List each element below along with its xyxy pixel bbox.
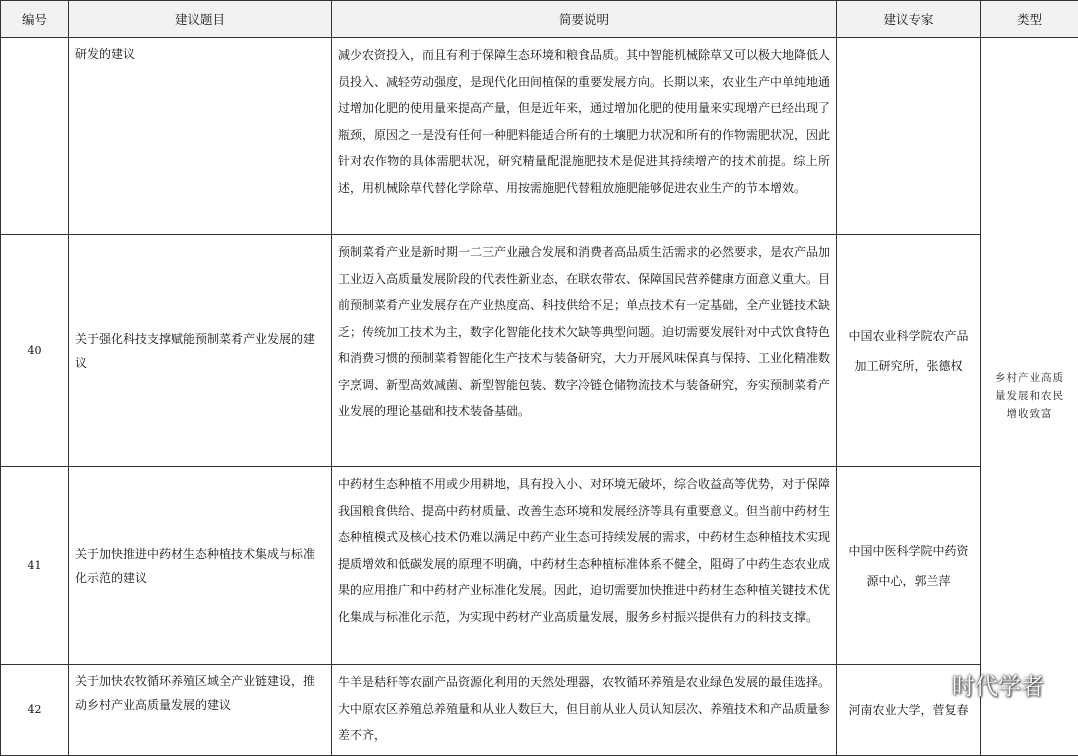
table-header-row <box>1 1 1078 38</box>
row-desc: 牛羊是秸秆等农副产品资源化利用的天然处理器，农牧循环养殖是农业绿色发展的最佳选择。大中原农区养殖总养殖量和从业人数巨大，但目前从业人员认知层次、养殖技术和产品质量参差不齐， <box>332 665 837 756</box>
header-expert: 建议专家 <box>837 1 981 38</box>
row-desc: 中药材生态种植不用或少用耕地，具有投入小、对环境无破坏，综合收益高等优势，对于保障我国粮食供给、提高中药材质量、改善生态环境和发展经济等具有重要意义。但当前中药材生态种植模式及核心技术仍难以满足中药产业生态可持续发展的需求，中药材生态种植技术实现提质增效和低碳发展的原理不明确，中药材生态种植标准体系不健全，阻碍了中药生态农业成果的应用推广和中药材产业标准化发展。因此，迫切需要加快推进中药材生态种植关键技术优化集成与标准化示范，为实现中药材产业高质量发展，服务乡村振兴提供有力的科技支撑。 <box>332 467 837 665</box>
row-id: 42 <box>1 665 69 756</box>
watermark <box>910 668 1044 701</box>
row-id: 41 <box>1 467 69 665</box>
row-desc: 预制菜肴产业是新时期一二三产业融合发展和消费者高品质生活需求的必然要求，是农产品加工业迈入高质量发展阶段的代表性新业态，在联农带农、保障国民营养健康方面意义重大。目前预制菜肴产业发展存在产业热度高、科技供给不足；单点技术有一定基础，全产业链技术缺乏；传统加工技术为主，数字化智能化技术欠缺等典型问题。迫切需要发展针对中式饮食特色和消费习惯的预制菜肴智能化生产技术与装备研究，大力开展风味保真与保持、工业化精准数字烹调、新型高效减菌、新型智能包装、数字冷链仓储物流技术与装备研究，夯实预制菜肴产业发展的理论基础和技术装备基础。 <box>332 235 837 467</box>
row-expert: 中国农业科学院农产品加工研究所，张德权 <box>837 235 981 467</box>
table-row <box>1 467 1078 665</box>
row-title: 关于强化科技支撑赋能预制菜肴产业发展的建议 <box>69 235 332 467</box>
watermark-text: 时代学者 <box>952 668 1044 701</box>
table-row <box>1 235 1078 467</box>
row-id <box>1 38 69 235</box>
table-row <box>1 38 1078 235</box>
type-cell: 乡村产业高质量发展和农民增收致富 <box>981 38 1078 756</box>
wechat-icon <box>910 671 946 699</box>
header-title: 建议题目 <box>69 1 332 38</box>
row-title: 关于加快推进中药材生态种植技术集成与标准化示范的建议 <box>69 467 332 665</box>
row-title: 研发的建议 <box>69 38 332 235</box>
row-expert <box>837 38 981 235</box>
row-desc: 减少农资投入，而且有利于保障生态环境和粮食品质。其中智能机械除草又可以极大地降低人员投入、减轻劳动强度，是现代化田间植保的重要发展方向。长期以来，农业生产中单纯地通过增加化肥的使用量来提高产量，但是近年来，通过增加化肥的使用量来实现增产已经出现了瓶颈，原因之一是没有任何一种肥料能适合所有的土壤肥力状况和所有的作物需肥状况，因此针对农作物的具体需肥状况，研究精量配混施肥技术是促进其持续增产的技术前提。综上所述，用机械除草代替化学除草、用按需施肥代替粗放施肥能够促进农业生产的节本增效。 <box>332 38 837 235</box>
row-title: 关于加快农牧循环养殖区域全产业链建设，推动乡村产业高质量发展的建议 <box>69 665 332 756</box>
header-type: 类型 <box>981 1 1078 38</box>
header-desc: 简要说明 <box>332 1 837 38</box>
header-id: 编号 <box>1 1 69 38</box>
row-id: 40 <box>1 235 69 467</box>
row-expert: 中国中医科学院中药资源中心，郭兰萍 <box>837 467 981 665</box>
row-expert: 河南农业大学，菅复春 <box>837 665 981 756</box>
